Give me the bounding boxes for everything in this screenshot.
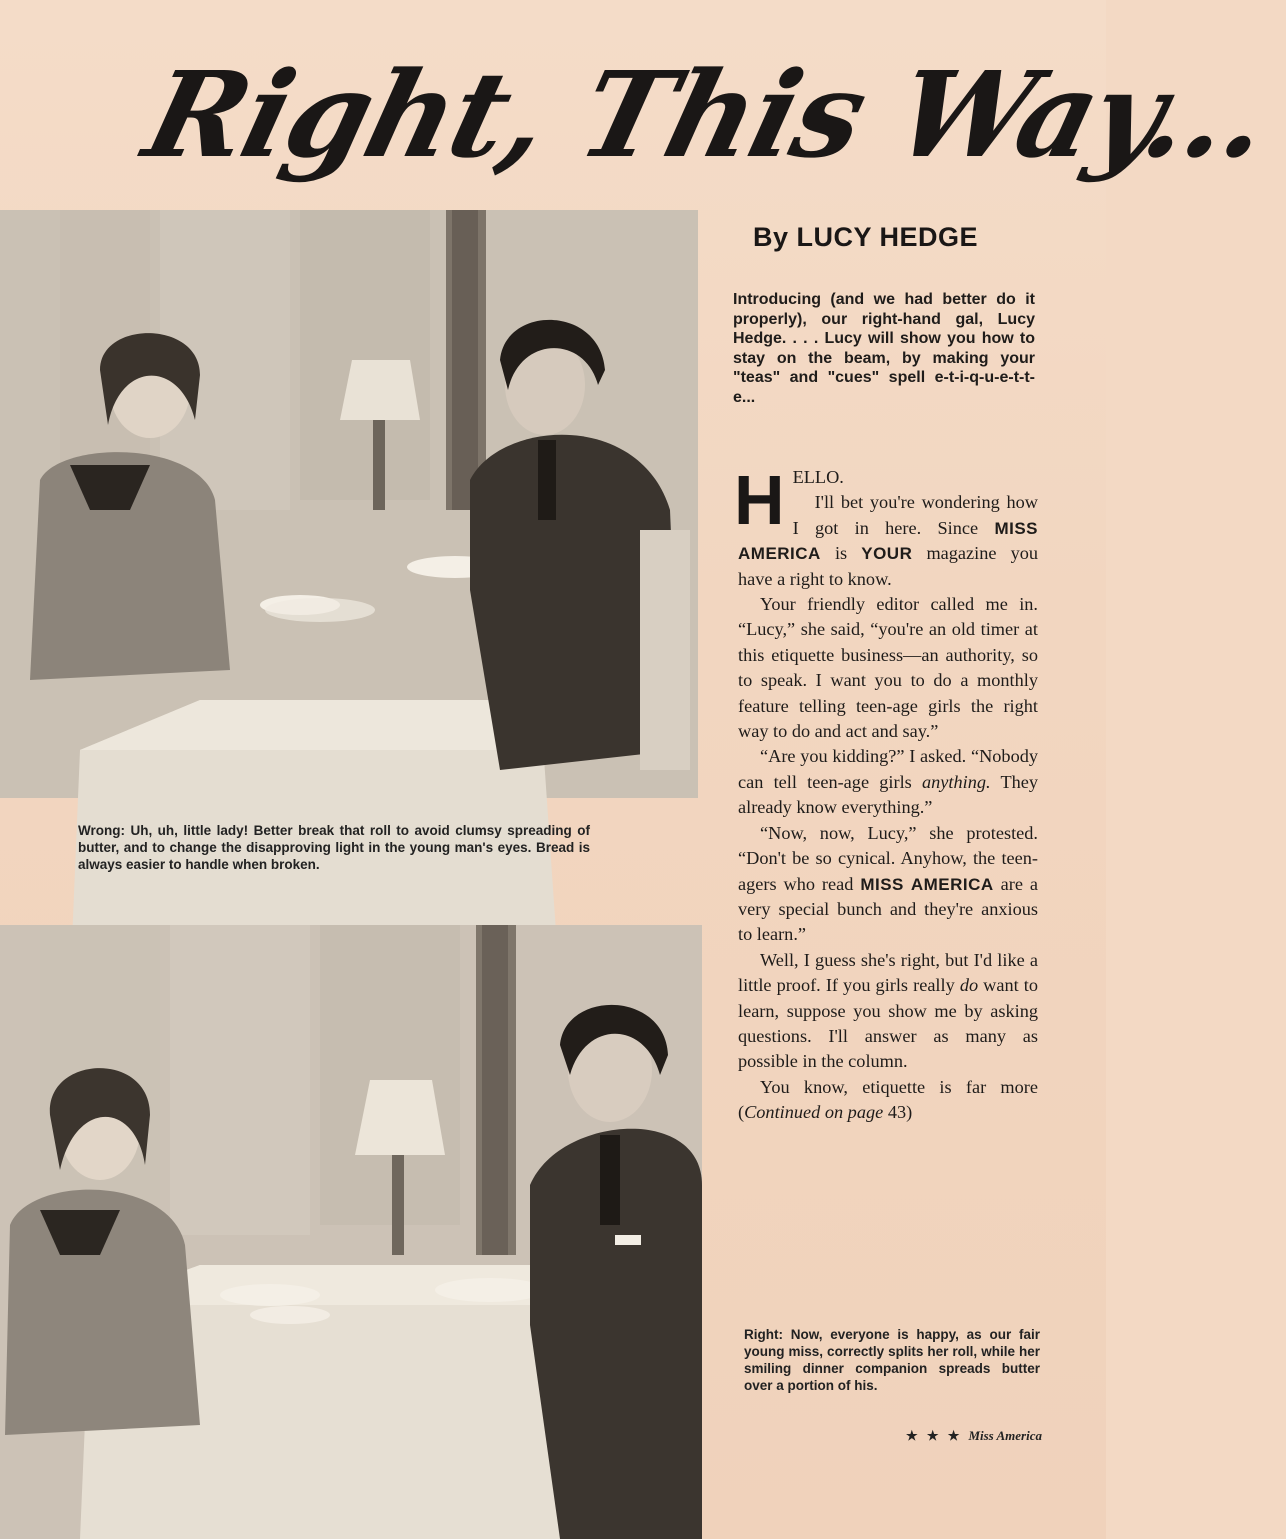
- text-run: is: [834, 543, 848, 564]
- emphasis-italic: anything.: [922, 771, 991, 792]
- magazine-title: Miss America: [968, 1428, 1042, 1443]
- byline: By LUCY HEDGE: [753, 222, 979, 252]
- page-footer: [872, 1428, 1042, 1444]
- text-run: “Now, now, Lucy,” she protested. “Don't be so cynical. Anyhow, the teen-agers who read: [738, 822, 1038, 894]
- text-run: Well, I guess she's right, but I'd like a little proof. If you girls really: [738, 949, 1038, 996]
- intro-blurb: Introducing (and we had better do it properly), our right-hand gal, Lucy Hedge. . . . Lucy will show you how to stay on the beam, by making your "teas" and "cues" spell e-t-i-q-u-e-t-t-e...: [733, 291, 1035, 406]
- emphasis-italic: do: [959, 975, 979, 996]
- page-title: Right, This Way...: [132, 45, 1283, 184]
- magazine-name: MISS AMERICA: [738, 518, 1038, 564]
- continued-page-number: 43: [887, 1102, 907, 1123]
- magazine-name: MISS AMERICA: [860, 874, 994, 894]
- text-run: magazine you have a right to know.: [738, 543, 1038, 589]
- text-run: I'll bet you're wondering how I got in here. Since: [792, 492, 1038, 538]
- article-paragraph: [738, 821, 1038, 948]
- text-run: They already know everything.”: [738, 771, 1038, 818]
- article-paragraph: [738, 744, 1038, 820]
- text-run: ): [906, 1102, 913, 1123]
- article-body: [734, 461, 1038, 1126]
- caption-right: Right: Now, everyone is happy, as our fair young miss, correctly splits her roll, while her smiling dinner companion spreads butter over a portion of his.: [744, 1327, 1040, 1393]
- article-paragraph: [738, 1075, 1038, 1126]
- article-paragraph: Your friendly editor called me in. “Lucy,” she said, “you're an old timer at this etiquette business—an authority, so to speak. I want you to do a monthly feature telling teen-age girls the right way to do and act and say.”: [738, 594, 1038, 742]
- star-icon: ★ ★ ★: [905, 1428, 963, 1443]
- greeting-text: ELLO.: [792, 467, 844, 487]
- text-run: You know, etiquette is far more (: [738, 1076, 1038, 1123]
- text-run: are a very special bunch and they're anxious to learn.”: [738, 873, 1038, 945]
- caption-wrong: Wrong: Uh, uh, little lady! Better break that roll to avoid clumsy spreading of butter, and to change the disapproving light in the young man's eyes. Bread is always easier to handle when broken.: [78, 823, 590, 872]
- continued-link[interactable]: Continued on page: [744, 1102, 884, 1123]
- photo-right-scene: [0, 925, 702, 1539]
- text-run: want to learn, suppose you show me by asking questions. I'll answer as many as possible in the column.: [738, 975, 1038, 1072]
- drop-cap: H: [734, 461, 785, 539]
- article-paragraph: [738, 948, 1038, 1075]
- photo-wrong-scene: [0, 210, 698, 798]
- text-run: “Are you kidding?” I asked. “Nobody can tell teen-age girls: [738, 746, 1038, 792]
- emphasis-caps: YOUR: [861, 544, 913, 564]
